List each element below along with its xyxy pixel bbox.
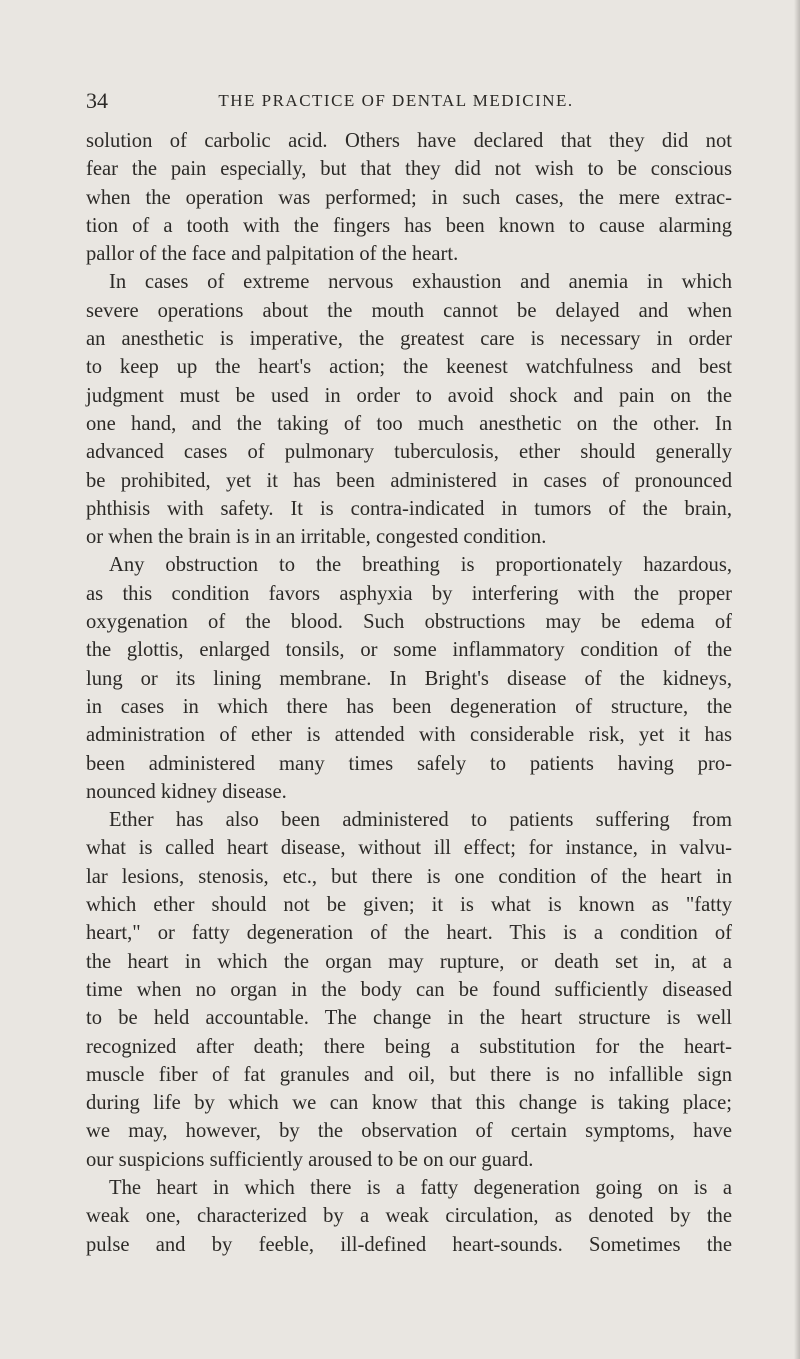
text-line: oxygenation of the blood. Such obstructions may be edema of [86,611,732,634]
text-line: pallor of the face and palpitation of the heart. [86,243,459,266]
text-line: solution of carbolic acid. Others have declared that they did not [86,130,732,152]
text-line: been administered many times safely to patients having pro- [86,752,732,775]
text-line: time when no organ in the body can be found sufficiently diseased [86,978,732,1001]
text-line: lar lesions, stenosis, etc., but there is one condition of the heart in [86,865,732,888]
page-number: 34 [86,88,108,113]
text-line: Ether has also been administered to patients suffering from [109,809,732,832]
text-line: pulse and by feeble, ill-defined heart-sounds. Sometimes the [86,1233,732,1256]
text-line: the glottis, enlarged tonsils, or some inflammatory condition of the [86,639,732,662]
text-line: an anesthetic is imperative, the greatest care is necessary in order [86,328,732,351]
text-line: lung or its lining membrane. In Bright's disease of the kidneys, [86,667,732,690]
body-text [86,127,732,1259]
text-line: when the operation was performed; in such cases, the mere extrac- [86,186,732,209]
text-line: muscle fiber of fat granules and oil, but there is no infallible sign [86,1063,732,1086]
text-line: nounced kidney disease. [86,780,287,803]
text-line: judgment must be used in order to avoid shock and pain on the [86,384,732,407]
text-line: In cases of extreme nervous exhaustion and anemia in which [109,271,732,294]
text-line: during life by which we can know that this change is taking place; [86,1092,732,1115]
text-line: phthisis with safety. It is contra-indicated in tumors of the brain, [86,497,732,520]
text-line: be prohibited, yet it has been administered in cases of pronounced [86,469,732,492]
text-line: to keep up the heart's action; the keenest watchfulness and best [86,356,732,379]
text-line: our suspicions sufficiently aroused to be on our guard. [86,1148,534,1171]
text-line: which ether should not be given; it is what is known as "fatty [86,894,732,917]
text-line: heart," or fatty degeneration of the heart. This is a condition of [86,922,732,945]
text-line: The heart in which there is a fatty degeneration going on is a [109,1176,732,1199]
running-head: THE PRACTICE OF DENTAL MEDICINE. [218,91,574,110]
text-line: recognized after death; there being a substitution for the heart- [86,1035,732,1058]
text-line: as this condition favors asphyxia by interfering with the proper [86,582,732,605]
text-line: advanced cases of pulmonary tuberculosis, ether should generally [86,441,732,464]
text-line: or when the brain is in an irritable, congested condition. [86,526,547,549]
text-line: tion of a tooth with the fingers has been known to cause alarming [86,214,732,237]
page-header [86,86,706,116]
text-line: severe operations about the mouth cannot be delayed and when [86,299,732,322]
text-line: in cases in which there has been degeneration of structure, the [86,695,732,718]
text-line: fear the pain especially, but that they did not wish to be conscious [86,158,732,181]
text-line: one hand, and the taking of too much anesthetic on the other. In [86,412,732,435]
text-line: weak one, characterized by a weak circulation, as denoted by the [86,1205,732,1228]
text-line: what is called heart disease, without ill effect; for instance, in valvu- [86,837,732,860]
text-line: to be held accountable. The change in the heart structure is well [86,1007,732,1030]
page-edge-shadow [794,0,800,1359]
text-line: the heart in which the organ may rupture, or death set in, at a [86,950,732,973]
text-line: we may, however, by the observation of certain symptoms, have [86,1120,732,1143]
text-line: administration of ether is attended with considerable risk, yet it has [86,724,732,747]
text-line: Any obstruction to the breathing is proportionately hazardous, [109,554,732,577]
